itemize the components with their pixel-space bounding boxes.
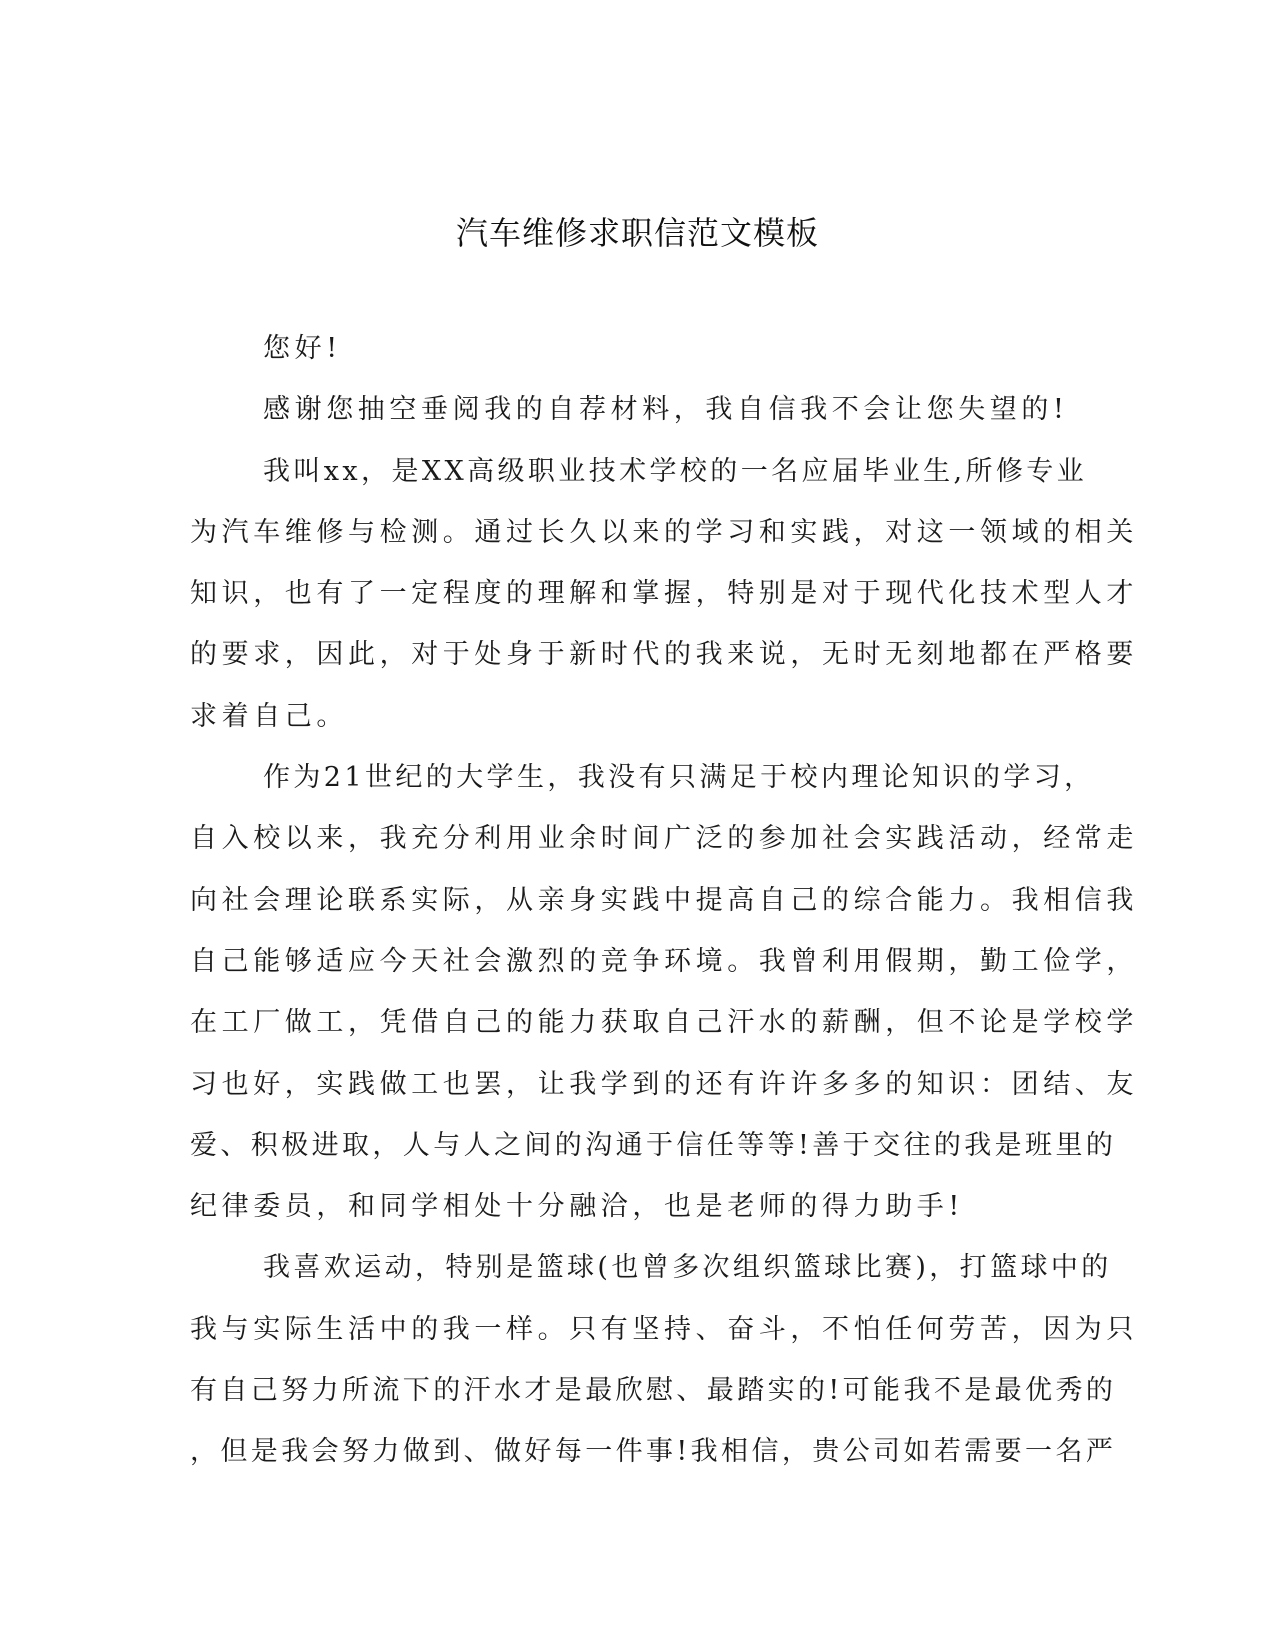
body-line: 知识，也有了一定程度的理解和掌握，特别是对于现代化技术型人才 xyxy=(190,578,1138,610)
body-line: 为汽车维修与检测。通过长久以来的学习和实践，对这一领域的相关 xyxy=(190,516,1138,548)
body-line: 的要求，因此，对于处身于新时代的我来说，无时无刻地都在严格要 xyxy=(190,639,1138,671)
body-line: 自己能够适应今天社会激烈的竞争环境。我曾利用假期，勤工俭学， xyxy=(190,945,1138,977)
body-line: 求着自己。 xyxy=(190,700,348,732)
body-line: 向社会理论联系实际，从亲身实践中提高自己的综合能力。我相信我 xyxy=(190,884,1138,916)
body-line: 在工厂做工，凭借自己的能力获取自己汗水的薪酬，但不论是学校学 xyxy=(190,1007,1138,1039)
body-line: ，但是我会努力做到、做好每一件事!我相信，贵公司如若需要一名严 xyxy=(190,1436,1117,1468)
body-line: 感谢您抽空垂阅我的自荐材料，我自信我不会让您失望的! xyxy=(263,394,1069,426)
body-line: 有自己努力所流下的汗水才是最欣慰、最踏实的!可能我不是最优秀的 xyxy=(190,1375,1117,1407)
body-line: 爱、积极进取，人与人之间的沟通于信任等等!善于交往的我是班里的 xyxy=(190,1129,1117,1161)
body-line: 我喜欢运动，特别是篮球(也曾多次组织篮球比赛)，打篮球中的 xyxy=(263,1252,1112,1284)
body-line: 纪律委员，和同学相处十分融洽，也是老师的得力助手! xyxy=(190,1191,964,1223)
document-body xyxy=(190,318,1138,1483)
body-line: 作为21世纪的大学生，我没有只满足于校内理论知识的学习， xyxy=(263,762,1095,794)
body-line: 习也好，实践做工也罢，让我学到的还有许许多多的知识：团结、友 xyxy=(190,1068,1138,1100)
body-line: 我叫xx，是XX高级职业技术学校的一名应届毕业生,所修专业 xyxy=(263,455,1088,487)
body-line: 自入校以来，我充分利用业余时间广泛的参加社会实践活动，经常走 xyxy=(190,823,1138,855)
body-line: 我与实际生活中的我一样。只有坚持、奋斗，不怕任何劳苦，因为只 xyxy=(190,1313,1138,1345)
body-line: 您好! xyxy=(263,333,342,364)
document-title: 汽车维修求职信范文模板 xyxy=(455,214,819,252)
